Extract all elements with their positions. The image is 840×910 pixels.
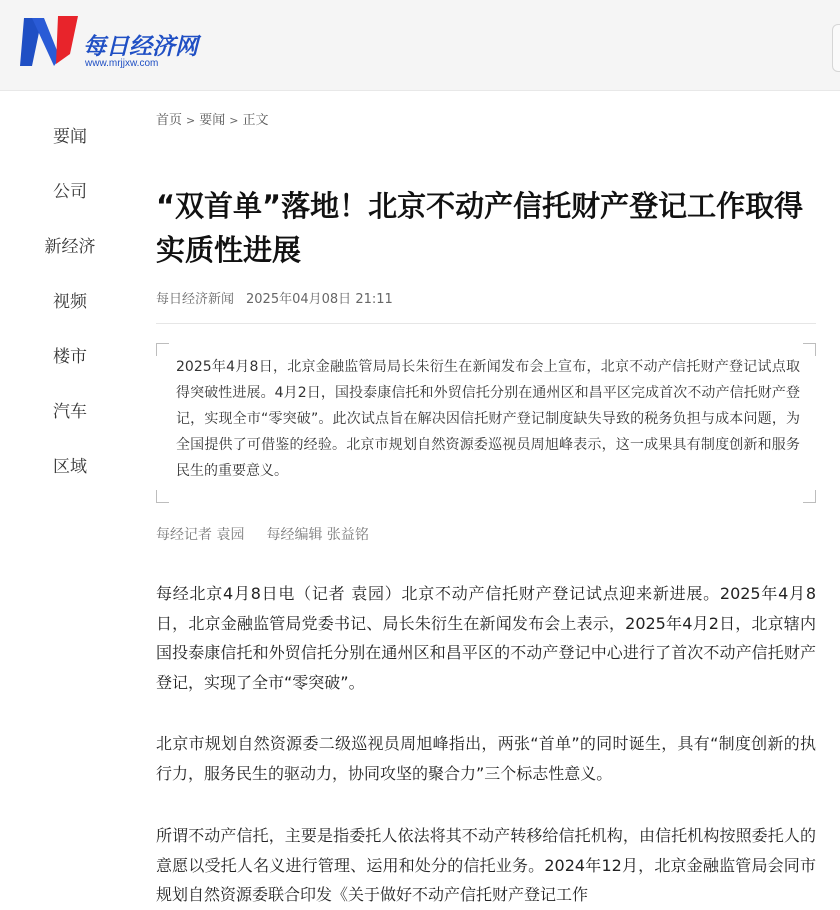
breadcrumb-current: 正文 [242, 113, 269, 128]
article-paragraph: 每经北京4月8日电（记者 袁园）北京不动产信托财产登记试点迎来新进展。2025年4月8日，北京金融监管局党委书记、局长朱衍生在新闻发布会上表示，2025年4月2日，北京辖内国投泰康信托和外贸信托分别在通州区和昌平区的不动产登记中心进行了首次不动产信托财产登记，实现了全市“零突破”。 [156, 584, 816, 692]
article-title: “双首单”落地！北京不动产信托财产登记工作取得实质性进展 [156, 189, 804, 267]
summary-corner [156, 343, 169, 356]
breadcrumb-home[interactable]: 首页 [156, 113, 183, 128]
nav-item-headlines[interactable]: 要闻 [53, 127, 87, 147]
site-logo-text[interactable]: 每日经济网 [83, 33, 198, 60]
site-url: www.mrjjxw.com [85, 58, 159, 69]
summary-corner [803, 343, 816, 356]
site-header [0, 0, 840, 91]
article-reporter: 每经记者 袁园 [156, 527, 245, 543]
article-paragraph: 北京市规划自然资源委二级巡视员周旭峰指出，两张“首单”的同时诞生，具有“制度创新的执行力，服务民生的驱动力，协同攻坚的聚合力”三个标志性意义。 [156, 734, 816, 783]
article-meta [156, 288, 393, 307]
nav-item-company[interactable]: 公司 [53, 182, 87, 202]
site-logo-icon[interactable] [18, 14, 80, 70]
summary-corner [803, 490, 816, 503]
article-source[interactable]: 每日经济新闻 [156, 292, 235, 307]
nav-item-property[interactable]: 楼市 [53, 347, 87, 367]
article-datetime: 2025年04月08日 21:11 [246, 292, 393, 307]
article-summary: 2025年4月8日，北京金融监管局局长朱衍生在新闻发布会上宣布，北京不动产信托财产登记试点取得突破性进展。4月2日，国投泰康信托和外贸信托分别在通州区和昌平区完成首次不动产信托财产登记，实现全市“零突破”。此次试点旨在解决因信托财产登记制度缺失导致的税务负担与成本问题，为全国提供了可借鉴的经验。北京市规划自然资源委巡视员周旭峰表示，这一成果具有制度创新和服务民生的重要意义。 [176, 359, 800, 479]
article-paragraph: 所谓不动产信托，主要是指委托人依法将其不动产转移给信托机构，由信托机构按照委托人的意愿以受托人名义进行管理、运用和处分的信托业务。2024年12月，北京金融监管局会同市规划自然资源委联合印发《关于做好不动产信托财产登记工作 [156, 826, 816, 904]
divider [156, 323, 816, 324]
summary-corner [156, 490, 169, 503]
nav-item-auto[interactable]: 汽车 [53, 402, 87, 422]
header-side-tab[interactable] [832, 24, 840, 72]
breadcrumb [156, 109, 268, 128]
article-byline [156, 524, 369, 544]
breadcrumb-headlines[interactable]: 要闻 [199, 113, 226, 128]
article-editor: 每经编辑 张益铭 [266, 527, 369, 543]
nav-item-region[interactable]: 区域 [53, 457, 87, 477]
nav-item-new-economy[interactable]: 新经济 [44, 237, 96, 257]
nav-item-video[interactable]: 视频 [53, 292, 87, 312]
breadcrumb-separator: > [186, 114, 196, 127]
breadcrumb-separator: > [229, 114, 239, 127]
article-summary-box [156, 343, 816, 503]
